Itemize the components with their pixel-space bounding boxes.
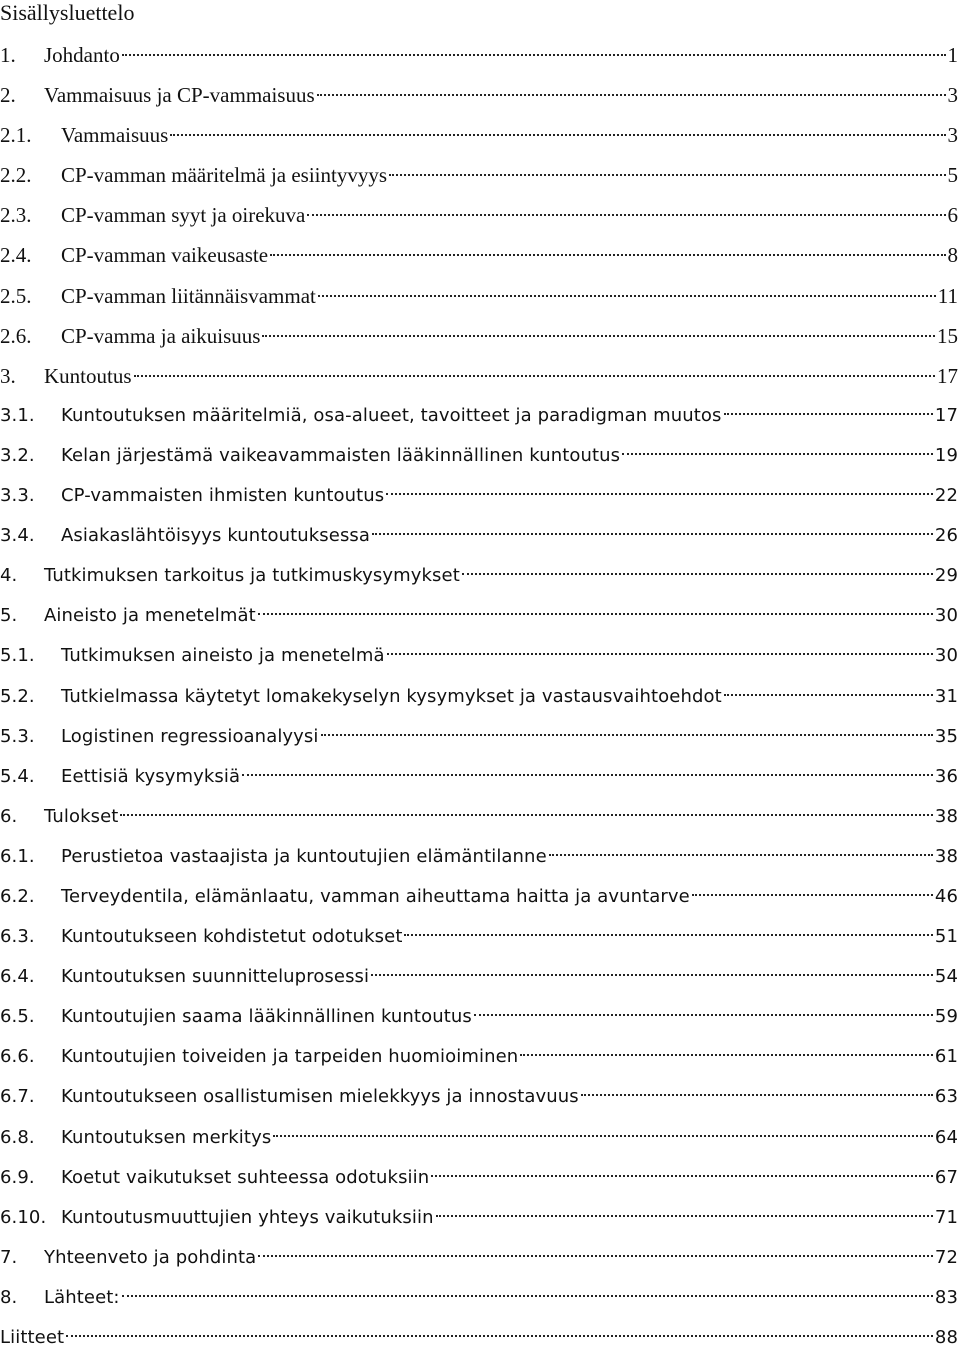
toc-entry-number: 7.	[0, 1246, 18, 1268]
dot-leader	[436, 1215, 933, 1217]
toc-entry-page[interactable]: 11	[937, 283, 958, 308]
toc-entry[interactable]	[0, 356, 958, 396]
dot-leader	[120, 814, 932, 816]
toc-entry-number: 8.	[0, 1286, 18, 1308]
toc-entry[interactable]	[0, 1077, 958, 1117]
toc-entry[interactable]	[0, 235, 958, 275]
toc-entry-number: 2.4.	[0, 243, 32, 268]
dot-leader	[122, 54, 946, 56]
toc-entry-label[interactable]: Lähteet:	[44, 1286, 120, 1308]
toc-entry-number: 5.2.	[0, 685, 35, 707]
toc-entry-page[interactable]: 54	[934, 966, 958, 988]
toc-entry-page[interactable]: 71	[934, 1206, 958, 1228]
toc-entry-page[interactable]: 61	[934, 1046, 958, 1068]
toc-entry-page[interactable]: 1	[947, 43, 958, 67]
toc-entry[interactable]	[0, 396, 958, 436]
dot-leader	[520, 1054, 933, 1056]
toc-entry[interactable]	[0, 717, 958, 757]
toc-entry-page[interactable]: 36	[934, 765, 958, 787]
toc-entry[interactable]	[0, 195, 958, 235]
toc-entry-label[interactable]: Kuntoutukseen kohdistetut odotukset	[61, 926, 403, 948]
toc-entry-page[interactable]: 3	[947, 83, 958, 108]
toc-entry[interactable]	[0, 877, 958, 917]
dot-leader	[170, 134, 945, 136]
toc-entry-label[interactable]: Tutkimuksen tarkoitus ja tutkimuskysymykset	[44, 565, 460, 587]
toc-entry-number: 5.1.	[0, 645, 35, 667]
toc-entry-number: 4.	[0, 565, 18, 587]
toc-entry-label[interactable]: Kuntoutusmuuttujien yhteys vaikutuksiin	[61, 1206, 434, 1228]
toc-entry[interactable]	[0, 1158, 958, 1198]
toc-entry-label[interactable]: Kuntoutukseen osallistumisen mielekkyys ja innostavuus	[61, 1086, 579, 1108]
toc-entry-label[interactable]: Terveydentila, elämänlaatu, vamman aiheuttama haitta ja avuntarve	[61, 885, 690, 907]
dot-leader	[386, 493, 933, 495]
dot-leader	[242, 774, 933, 776]
toc-entry-page[interactable]: 88	[934, 1327, 958, 1348]
toc-entry-number: 2.1.	[0, 123, 32, 148]
toc-entry-page[interactable]: 51	[934, 926, 958, 948]
toc-entry[interactable]	[0, 757, 958, 797]
dot-leader	[134, 375, 935, 377]
toc-entry-page[interactable]: 46	[934, 885, 958, 907]
toc-entry-number: 6.1.	[0, 845, 35, 867]
toc-entry-number: 6.5.	[0, 1006, 35, 1028]
toc-title: Sisällysluettelo	[0, 0, 135, 25]
toc-entry-label[interactable]: Eettisiä kysymyksiä	[61, 765, 241, 787]
toc-entry-label[interactable]: Kuntoutuksen suunnitteluprosessi	[61, 966, 370, 988]
toc-entry[interactable]	[0, 917, 958, 957]
dot-leader	[474, 1014, 933, 1016]
toc-entry-number: 6.10.	[0, 1206, 47, 1228]
toc-entry[interactable]	[0, 35, 958, 75]
dot-leader	[66, 1335, 933, 1337]
dot-leader	[581, 1094, 933, 1096]
dot-leader	[122, 1295, 933, 1297]
toc-entry-page[interactable]: 19	[934, 444, 958, 466]
toc-entry-label[interactable]: Vammaisuus	[61, 123, 169, 148]
toc-entry[interactable]	[0, 155, 958, 195]
dot-leader	[273, 1135, 933, 1137]
toc-entry-page[interactable]: 59	[934, 1006, 958, 1028]
toc-entry-number: 3.2.	[0, 444, 35, 466]
toc-entry-page[interactable]: 67	[934, 1166, 958, 1188]
toc-entry-page[interactable]: 72	[934, 1246, 958, 1268]
toc-entry-label[interactable]: Kelan järjestämä vaikeavammaisten lääkinnällinen kuntoutus	[61, 444, 621, 466]
toc-entry-number: 3.1.	[0, 404, 35, 426]
toc-entry-number: 6.2.	[0, 885, 35, 907]
toc-entry-number: 6.4.	[0, 966, 35, 988]
toc-entry[interactable]	[0, 276, 958, 316]
toc-entry-number: 5.4.	[0, 765, 35, 787]
toc-entry[interactable]	[0, 556, 958, 596]
toc-entry-number: 5.3.	[0, 725, 35, 747]
toc-entry[interactable]	[0, 316, 958, 356]
dot-leader	[389, 174, 945, 176]
toc-entry-label[interactable]: Asiakaslähtöisyys kuntoutuksessa	[61, 525, 371, 547]
toc-entry-label[interactable]: CP-vamman syyt ja oirekuva	[61, 203, 306, 228]
toc-entry-page[interactable]: 38	[934, 805, 958, 827]
toc-entry-label[interactable]: Yhteenveto ja pohdinta	[44, 1246, 257, 1268]
toc-entry-page[interactable]: 15	[937, 323, 958, 348]
dot-leader	[317, 94, 946, 96]
toc-entry-label[interactable]: Tutkielmassa käytetyt lomakekyselyn kysymykset ja vastausvaihtoehdot	[61, 685, 722, 707]
toc-entry-page[interactable]: 3	[947, 123, 958, 148]
toc-entry-page[interactable]: 8	[947, 243, 958, 268]
toc-entry-number: 2.6.	[0, 323, 32, 348]
toc-entry-number: 5.	[0, 605, 18, 627]
toc-entry-page[interactable]: 6	[947, 203, 958, 228]
toc-entry[interactable]	[0, 677, 958, 717]
toc-entry-page[interactable]: 64	[934, 1126, 958, 1148]
toc-entry-label[interactable]: Kuntoutujien saama lääkinnällinen kuntoutus	[61, 1006, 472, 1028]
dot-leader	[262, 335, 935, 337]
dot-leader	[724, 413, 933, 415]
toc-entry[interactable]	[0, 596, 958, 636]
dot-leader	[387, 653, 933, 655]
toc-list	[0, 35, 958, 1358]
toc-entry-page[interactable]: 17	[934, 404, 958, 426]
toc-entry[interactable]	[0, 797, 958, 837]
dot-leader	[372, 533, 933, 535]
toc-entry[interactable]	[0, 1318, 958, 1358]
toc-entry-page[interactable]: 31	[934, 685, 958, 707]
dot-leader	[549, 854, 933, 856]
toc-entry[interactable]	[0, 636, 958, 676]
toc-entry-label[interactable]: Johdanto	[44, 43, 120, 67]
toc-entry-number: 6.7.	[0, 1086, 35, 1108]
toc-entry-page[interactable]: 83	[934, 1286, 958, 1308]
toc-entry-number: 6.	[0, 805, 18, 827]
toc-entry-number: 3.4.	[0, 525, 35, 547]
toc-entry-label[interactable]: Tutkimuksen aineisto ja menetelmä	[61, 645, 385, 667]
toc-entry-number: 2.3.	[0, 203, 32, 228]
dot-leader	[622, 453, 933, 455]
toc-entry-number: 1.	[0, 43, 16, 67]
dot-leader	[371, 974, 933, 976]
toc-entry[interactable]	[0, 1118, 958, 1158]
toc-entry-number: 3.3.	[0, 485, 35, 507]
dot-leader	[462, 573, 933, 575]
toc-entry-label[interactable]: Kuntoutuksen määritelmiä, osa-alueet, tavoitteet ja paradigman muutos	[61, 404, 722, 426]
dot-leader	[318, 295, 936, 297]
dot-leader	[321, 734, 933, 736]
toc-entry-page[interactable]: 29	[934, 565, 958, 587]
toc-entry-page[interactable]: 5	[947, 163, 958, 188]
toc-entry-number: 2.	[0, 83, 16, 108]
toc-entry-label[interactable]: Logistinen regressioanalyysi	[61, 725, 319, 747]
toc-entry-label[interactable]: CP-vammaisten ihmisten kuntoutus	[61, 485, 385, 507]
toc-entry[interactable]	[0, 957, 958, 997]
toc-entry-page[interactable]: 38	[934, 845, 958, 867]
toc-entry-label[interactable]: CP-vamman liitännäisvammat	[61, 283, 316, 308]
toc-entry[interactable]	[0, 1037, 958, 1077]
toc-entry-label[interactable]: Perustietoa vastaajista ja kuntoutujien elämäntilanne	[61, 845, 547, 867]
toc-entry-number: 6.8.	[0, 1126, 35, 1148]
toc-entry-page[interactable]: 30	[934, 605, 958, 627]
toc-entry-page[interactable]: 17	[937, 363, 958, 388]
toc-entry[interactable]	[0, 75, 958, 115]
dot-leader	[307, 214, 945, 216]
toc-entry-label[interactable]: Liitteet	[0, 1327, 65, 1348]
toc-entry[interactable]	[0, 1198, 958, 1238]
toc-entry[interactable]	[0, 476, 958, 516]
dot-leader	[692, 894, 933, 896]
toc-entry-label[interactable]: Kuntoutus	[44, 363, 132, 388]
toc-entry-page[interactable]: 63	[934, 1086, 958, 1108]
toc-entry[interactable]	[0, 997, 958, 1037]
toc-entry-number: 3.	[0, 363, 16, 388]
toc-entry[interactable]	[0, 837, 958, 877]
toc-entry-number: 2.5.	[0, 283, 32, 308]
dot-leader	[258, 1255, 933, 1257]
toc-entry-label[interactable]: Koetut vaikutukset suhteessa odotuksiin	[61, 1166, 430, 1188]
dot-leader	[724, 694, 933, 696]
dot-leader	[431, 1175, 933, 1177]
toc-entry-label[interactable]: CP-vamman määritelmä ja esiintyvyys	[61, 163, 388, 188]
toc-entry-label[interactable]: Kuntoutuksen merkitys	[61, 1126, 272, 1148]
toc-entry[interactable]	[0, 436, 958, 476]
toc-entry[interactable]	[0, 516, 958, 556]
toc-entry-page[interactable]: 35	[934, 725, 958, 747]
toc-entry-number: 6.3.	[0, 926, 35, 948]
toc-entry-page[interactable]: 22	[934, 485, 958, 507]
toc-entry-number: 6.9.	[0, 1166, 35, 1188]
toc-entry-number: 2.2.	[0, 163, 32, 188]
toc-entry-label[interactable]: Tulokset	[44, 805, 119, 827]
toc-entry[interactable]	[0, 1238, 958, 1278]
toc-entry-number: 6.6.	[0, 1046, 35, 1068]
toc-entry-label[interactable]: Aineisto ja menetelmät	[44, 605, 256, 627]
toc-entry-label[interactable]: CP-vamma ja aikuisuus	[61, 323, 261, 348]
toc-entry[interactable]	[0, 115, 958, 155]
dot-leader	[404, 934, 932, 936]
toc-entry-label[interactable]: Vammaisuus ja CP-vammaisuus	[44, 83, 315, 108]
toc-entry-label[interactable]: Kuntoutujien toiveiden ja tarpeiden huomioiminen	[61, 1046, 519, 1068]
dot-leader	[270, 254, 945, 256]
dot-leader	[258, 613, 933, 615]
toc-entry-label[interactable]: CP-vamman vaikeusaste	[61, 243, 269, 268]
toc-entry-page[interactable]: 26	[934, 525, 958, 547]
toc-entry-page[interactable]: 30	[934, 645, 958, 667]
toc-entry[interactable]	[0, 1278, 958, 1318]
